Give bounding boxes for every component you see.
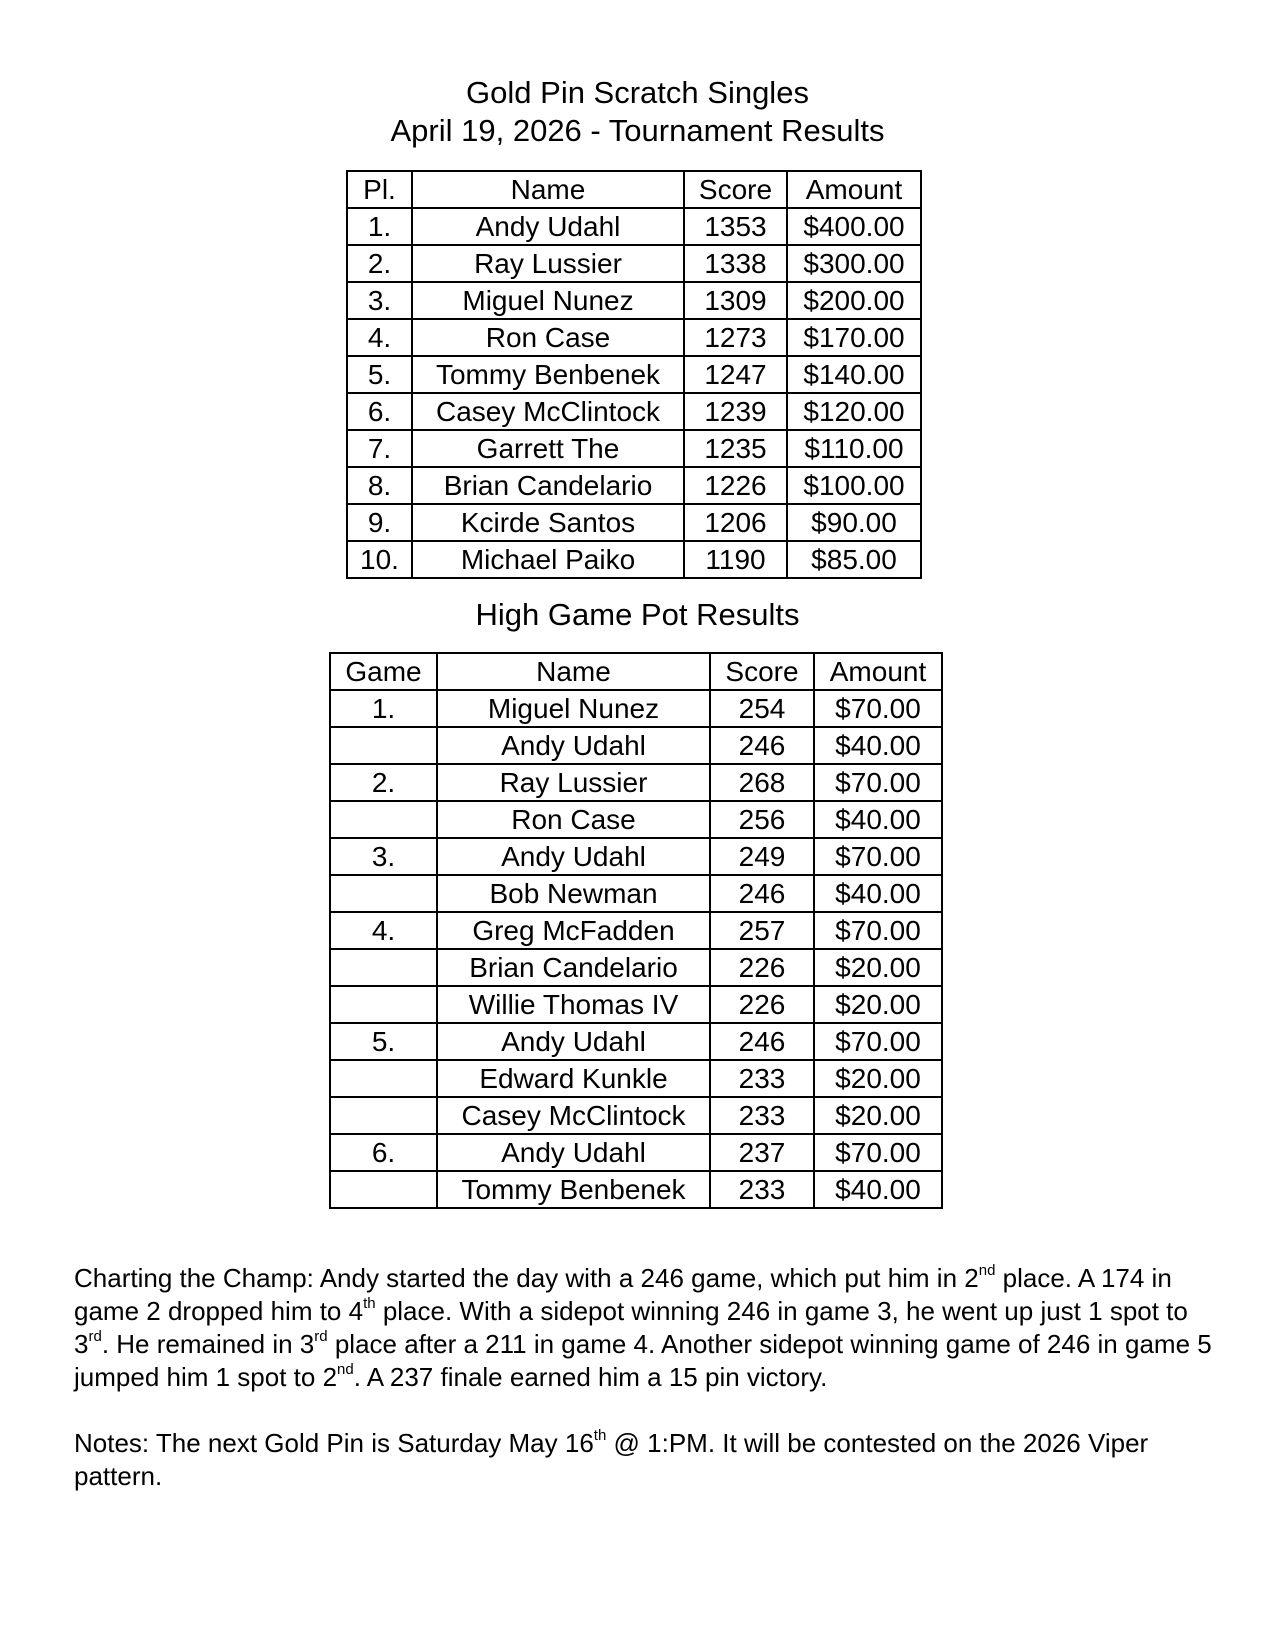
column-header-game: Game [330, 653, 437, 690]
place-cell: 3. [347, 282, 412, 319]
ordinal-suffix: th [593, 1427, 607, 1444]
amount-cell: $70.00 [814, 690, 942, 727]
amount-cell: $120.00 [787, 393, 921, 430]
column-header-score: Score [684, 171, 787, 208]
name-cell: Edward Kunkle [437, 1060, 710, 1097]
champ-text: place after a 211 in game 4. Another sidepot winning game of 246 in game 5 jumped him 1 spot to 2 [74, 1329, 1212, 1392]
table-row [330, 1060, 942, 1097]
amount-cell: $20.00 [814, 1097, 942, 1134]
name-cell: Brian Candelario [412, 467, 684, 504]
score-cell: 1226 [684, 467, 787, 504]
name-cell: Brian Candelario [437, 949, 710, 986]
game-cell [330, 986, 437, 1023]
name-cell: Andy Udahl [437, 1134, 710, 1171]
champ-text: Charting the Champ: Andy started the day with a 246 game, which put him in 2 [74, 1263, 979, 1293]
table-row [347, 208, 921, 245]
name-cell: Michael Paiko [412, 541, 684, 578]
table-header-row [330, 653, 942, 690]
table-row [330, 949, 942, 986]
place-cell: 6. [347, 393, 412, 430]
amount-cell: $40.00 [814, 1171, 942, 1208]
amount-cell: $70.00 [814, 764, 942, 801]
game-cell [330, 1060, 437, 1097]
amount-cell: $70.00 [814, 1134, 942, 1171]
game-cell: 6. [330, 1134, 437, 1171]
game-cell: 4. [330, 912, 437, 949]
notes-text: @ 1:PM. It will be contested on the 2026 Viper pattern. [74, 1428, 1149, 1491]
ordinal-suffix: nd [337, 1361, 354, 1378]
game-cell [330, 949, 437, 986]
score-cell: 1235 [684, 430, 787, 467]
tournament-results-table [346, 170, 922, 579]
score-cell: 1338 [684, 245, 787, 282]
name-cell: Greg McFadden [437, 912, 710, 949]
column-header-amount: Amount [787, 171, 921, 208]
table-row [347, 245, 921, 282]
game-cell: 3. [330, 838, 437, 875]
name-cell: Andy Udahl [437, 727, 710, 764]
column-header-name: Name [412, 171, 684, 208]
amount-cell: $20.00 [814, 1060, 942, 1097]
score-cell: 1353 [684, 208, 787, 245]
game-cell: 1. [330, 690, 437, 727]
place-cell: 10. [347, 541, 412, 578]
name-cell: Andy Udahl [437, 838, 710, 875]
name-cell: Tommy Benbenek [412, 356, 684, 393]
table-row [330, 875, 942, 912]
notes-text: Notes: The next Gold Pin is Saturday May 16 [74, 1428, 594, 1458]
column-header-name: Name [437, 653, 710, 690]
table-row [347, 430, 921, 467]
score-cell: 254 [710, 690, 814, 727]
game-cell [330, 1171, 437, 1208]
place-cell: 1. [347, 208, 412, 245]
name-cell: Casey McClintock [437, 1097, 710, 1134]
name-cell: Ray Lussier [437, 764, 710, 801]
ordinal-suffix: rd [88, 1328, 102, 1345]
amount-cell: $20.00 [814, 949, 942, 986]
table-header-row [347, 171, 921, 208]
score-cell: 249 [710, 838, 814, 875]
table-row [330, 801, 942, 838]
column-header-score: Score [710, 653, 814, 690]
table-row [347, 393, 921, 430]
name-cell: Miguel Nunez [437, 690, 710, 727]
amount-cell: $100.00 [787, 467, 921, 504]
table-row [330, 986, 942, 1023]
table-row [347, 282, 921, 319]
amount-cell: $40.00 [814, 801, 942, 838]
score-cell: 233 [710, 1171, 814, 1208]
score-cell: 1247 [684, 356, 787, 393]
page-title: Gold Pin Scratch Singles [466, 75, 809, 110]
game-cell [330, 875, 437, 912]
table-row [330, 727, 942, 764]
name-cell: Ron Case [437, 801, 710, 838]
table-row [330, 1134, 942, 1171]
name-cell: Ray Lussier [412, 245, 684, 282]
game-cell [330, 1097, 437, 1134]
score-cell: 268 [710, 764, 814, 801]
amount-cell: $40.00 [814, 875, 942, 912]
score-cell: 246 [710, 727, 814, 764]
place-cell: 9. [347, 504, 412, 541]
charting-the-champ-paragraph [74, 1262, 1224, 1394]
amount-cell: $170.00 [787, 319, 921, 356]
champ-text: place. A 174 in game 2 dropped him to 4 [74, 1263, 1172, 1326]
page-subtitle: April 19, 2026 - Tournament Results [390, 113, 885, 148]
name-cell: Garrett The [412, 430, 684, 467]
column-header-place: Pl. [347, 171, 412, 208]
amount-cell: $140.00 [787, 356, 921, 393]
name-cell: Tommy Benbenek [437, 1171, 710, 1208]
amount-cell: $300.00 [787, 245, 921, 282]
table-row [330, 764, 942, 801]
table-row [330, 912, 942, 949]
amount-cell: $200.00 [787, 282, 921, 319]
amount-cell: $400.00 [787, 208, 921, 245]
score-cell: 1309 [684, 282, 787, 319]
amount-cell: $90.00 [787, 504, 921, 541]
score-cell: 1273 [684, 319, 787, 356]
score-cell: 256 [710, 801, 814, 838]
score-cell: 233 [710, 1097, 814, 1134]
table-row [347, 467, 921, 504]
column-header-amount: Amount [814, 653, 942, 690]
amount-cell: $110.00 [787, 430, 921, 467]
score-cell: 226 [710, 986, 814, 1023]
name-cell: Willie Thomas IV [437, 986, 710, 1023]
game-cell: 2. [330, 764, 437, 801]
game-cell [330, 801, 437, 838]
table-row [330, 1097, 942, 1134]
game-cell [330, 727, 437, 764]
score-cell: 1190 [684, 541, 787, 578]
amount-cell: $70.00 [814, 838, 942, 875]
place-cell: 2. [347, 245, 412, 282]
name-cell: Andy Udahl [412, 208, 684, 245]
high-game-pot-table [329, 652, 943, 1209]
score-cell: 246 [710, 1023, 814, 1060]
name-cell: Kcirde Santos [412, 504, 684, 541]
score-cell: 1206 [684, 504, 787, 541]
game-cell: 5. [330, 1023, 437, 1060]
table-row [330, 1023, 942, 1060]
name-cell: Miguel Nunez [412, 282, 684, 319]
amount-cell: $40.00 [814, 727, 942, 764]
champ-text: . He remained in 3 [101, 1329, 315, 1359]
place-cell: 8. [347, 467, 412, 504]
amount-cell: $20.00 [814, 986, 942, 1023]
champ-text: . A 237 finale earned him a 15 pin victory. [353, 1362, 828, 1392]
champ-text: place. With a sidepot winning 246 in game 3, he went up just 1 spot to 3 [74, 1296, 1188, 1359]
score-cell: 226 [710, 949, 814, 986]
table-row [330, 690, 942, 727]
table-row [330, 1171, 942, 1208]
score-cell: 237 [710, 1134, 814, 1171]
table-row [347, 319, 921, 356]
place-cell: 7. [347, 430, 412, 467]
amount-cell: $70.00 [814, 912, 942, 949]
score-cell: 257 [710, 912, 814, 949]
ordinal-suffix: nd [978, 1262, 996, 1279]
amount-cell: $85.00 [787, 541, 921, 578]
name-cell: Andy Udahl [437, 1023, 710, 1060]
place-cell: 4. [347, 319, 412, 356]
table-row [347, 356, 921, 393]
table-row [347, 541, 921, 578]
ordinal-suffix: rd [314, 1328, 328, 1345]
name-cell: Ron Case [412, 319, 684, 356]
score-cell: 233 [710, 1060, 814, 1097]
notes-paragraph [74, 1427, 1224, 1493]
ordinal-suffix: th [363, 1295, 376, 1312]
table-row [347, 504, 921, 541]
amount-cell: $70.00 [814, 1023, 942, 1060]
name-cell: Casey McClintock [412, 393, 684, 430]
score-cell: 246 [710, 875, 814, 912]
high-game-title: High Game Pot Results [475, 597, 800, 632]
score-cell: 1239 [684, 393, 787, 430]
name-cell: Bob Newman [437, 875, 710, 912]
table-row [330, 838, 942, 875]
place-cell: 5. [347, 356, 412, 393]
